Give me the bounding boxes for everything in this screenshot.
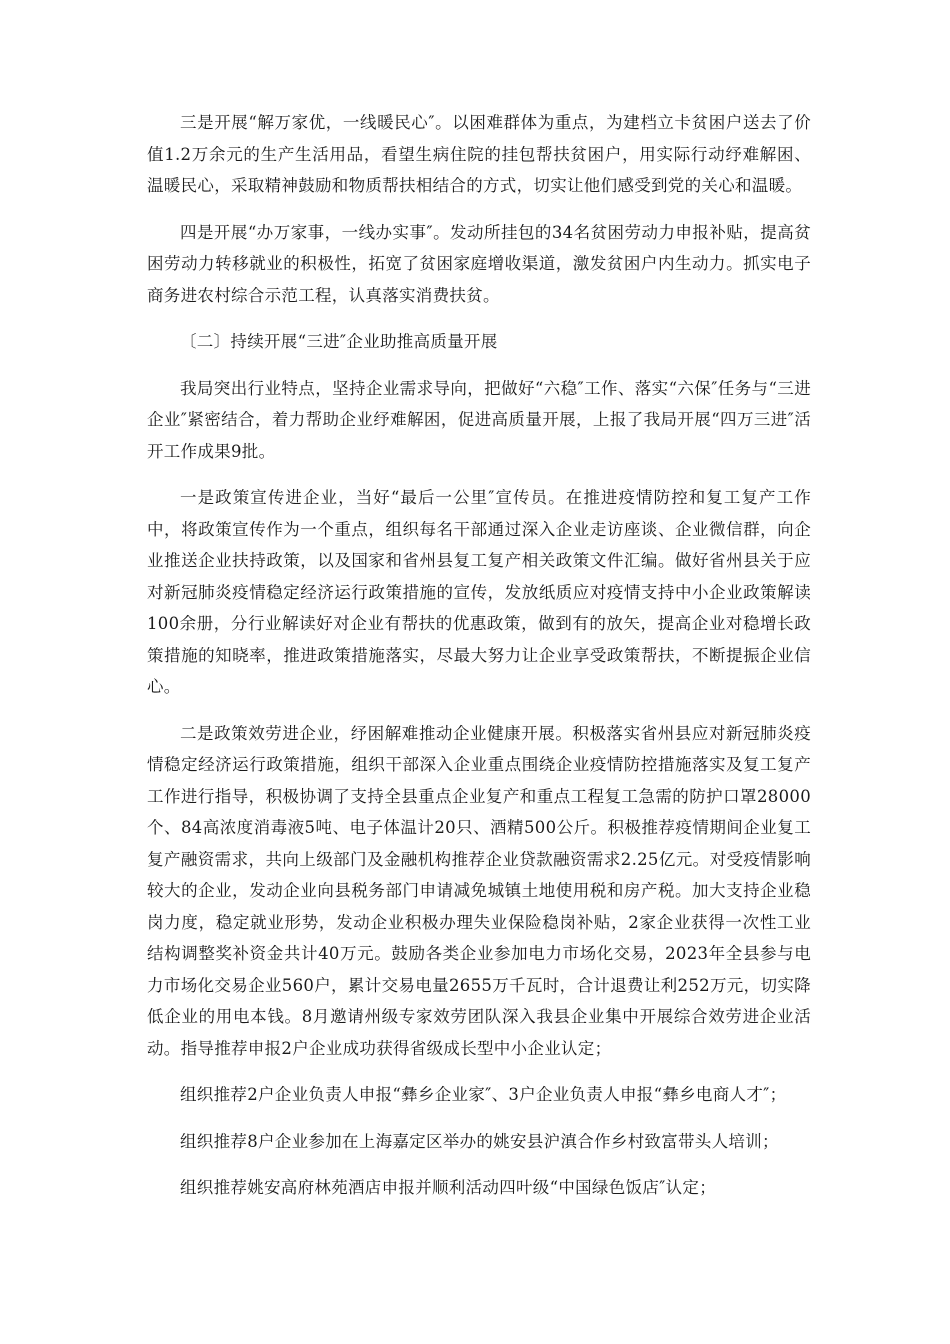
document-body [147,107,811,1219]
paragraph-section-intro: 我局突出行业特点，坚持企业需求导向，把做好“六稳″工作、落实“六保″任务与“三进企业″紧密结合，着力帮助企业纾难解困，促进高质量开展，上报了我局开展“四万三进″活开工作成果9批。 [147,378,811,461]
paragraph-3-comfort-hearts: 三是开展“解万家优，一线暖民心″。以困难群体为重点，为建档立卡贫困户送去了价值1.2万余元的生产生活用品，看望生病住院的挂包帮扶贫困户，用实际行动纾难解困、温暖民心，采取精神鼓励和物质帮扶相结合的方式，切实让他们感受到党的关心和温暖。 [147,113,811,195]
section-heading-2: 〔二〕持续开展“三进″企业助推高质量开展 [180,332,498,351]
paragraph-recommend-training: 组织推荐8户企业参加在上海嘉定区举办的姚安县沪滇合作乡村致富带头人培训； [180,1131,779,1151]
paragraph-recommend-entrepreneurs: 组织推荐2户企业负责人申报“彝乡企业家″、3户企业负责人申报“彝乡电商人才″； [180,1085,787,1104]
paragraph-recommend-green-hotel: 组织推荐姚安高府林苑酒店申报并顺利活动四叶级“中国绿色饭店″认定； [180,1178,716,1197]
paragraph-4-practical-matters: 四是开展“办万家事，一线办实事″。发动所挂包的34名贫困劳动力申报补贴，提高贫困劳动力转移就业的积极性，拓宽了贫困家庭增收渠道，激发贫困户内生动力。抓实电子商务进农村综合示范工程，认真落实消费扶贫。 [147,222,811,305]
paragraph-2-policy-service: 二是政策效劳进企业，纾困解难推动企业健康开展。积极落实省州县应对新冠肺炎疫情稳定经济运行政策措施，组织干部深入企业重点围绕企业疫情防控措施落实及复工复产工作进行指导，积极协调了支持全县重点企业复产和重点工程复工急需的防护口罩28000个、84高浓度消毒液5吨、电子体温计20只、酒精500公斤。积极推荐疫情期间企业复工复产融资需求，共向上级部门及金融机构推荐企业贷款融资需求2.25亿元。对受疫情影响较大的企业，发动企业向县税务部门申请减免城镇土地使用税和房产税。加大支持企业稳岗力度，稳定就业形势，发动企业积极办理失业保险稳岗补贴，2家企业获得一次性工业结构调整奖补资金共计40万元。鼓励各类企业参加电力市场化交易，2023年全县参与电力市场化交易企业560户，累计交易电量2655万千瓦时，合计退费让利252万元，切实降低企业的用电本钱。8月邀请州级专家效劳团队深入我县企业集中开展综合效劳进企业活动。指导推荐申报2户企业成功获得省级成长型中小企业认定； [147,723,811,1058]
paragraph-1-policy-publicity: 一是政策宣传进企业，当好“最后一公里″宣传员。在推进疫情防控和复工复产工作中，将政策宣传作为一个重点，组织每名干部通过深入企业走访座谈、企业微信群，向企业推送企业扶持政策，以及国家和省州县复工复产相关政策文件汇编。做好省州县关于应对新冠肺炎疫情稳定经济运行政策措施的宣传，发放纸质应对疫情支持中小企业政策解读100余册，分行业解读好对企业有帮扶的优惠政策，做到有的放矢，提高企业对稳增长政策措施的知晓率，推进政策措施落实，尽最大努力让企业享受政策帮扶，不断提振企业信心。 [147,488,811,696]
